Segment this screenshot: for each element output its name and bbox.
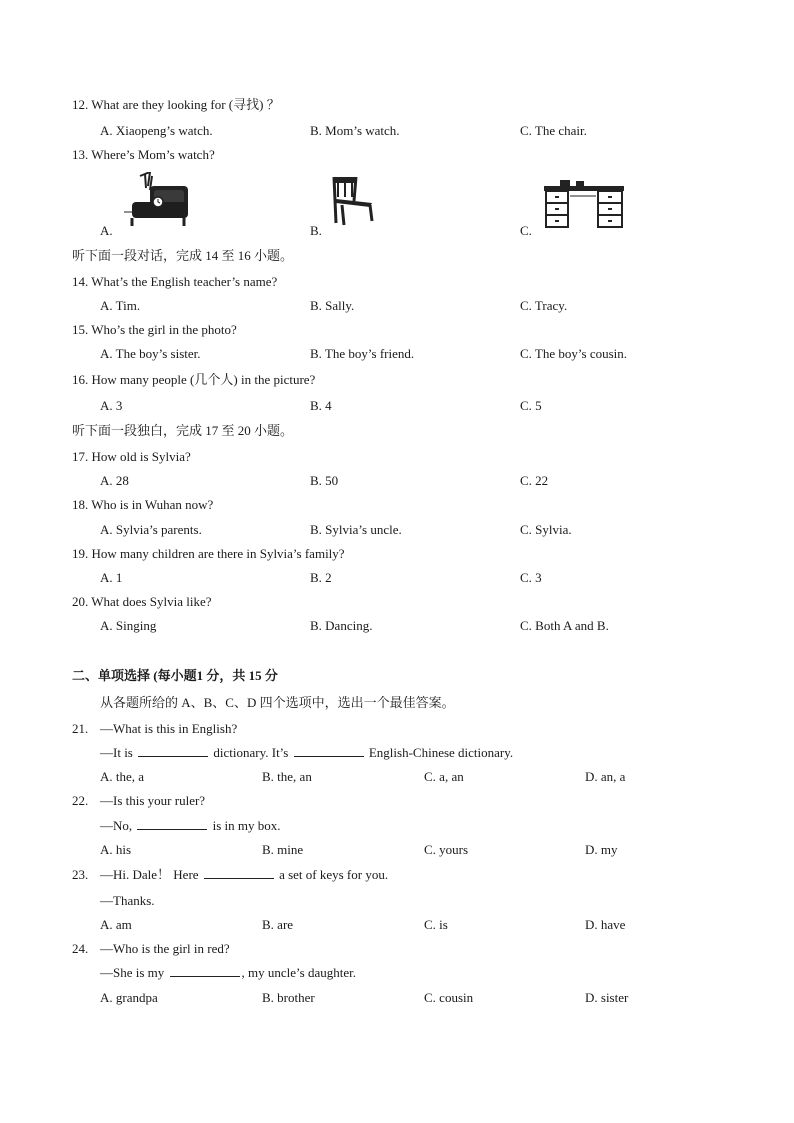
option-18b: B. Sylvia’s uncle.: [310, 522, 402, 537]
option-16c: C. 5: [520, 398, 542, 413]
option-24b: B. brother: [262, 990, 315, 1005]
option-22b: B. mine: [262, 842, 304, 857]
option-17c: C. 22: [520, 473, 549, 488]
question-22-number: 22.: [72, 793, 89, 808]
option-20b: B. Dancing.: [310, 618, 373, 633]
option-14a: A. Tim.: [100, 298, 141, 313]
text: dictionary. It’s: [213, 745, 289, 760]
option-21c: C. a, an: [424, 769, 464, 784]
section-instruction-17-20: 听下面一段独白，完成 17 至 20 小题。: [72, 423, 294, 438]
option-12b: B. Mom’s watch.: [310, 123, 400, 138]
answer-blank: [294, 745, 364, 757]
text: —She is my: [100, 965, 165, 980]
option-21d: D. an, a: [585, 769, 626, 784]
option-14c: C. Tracy.: [520, 298, 568, 313]
option-21b: B. the, an: [262, 769, 312, 784]
option-15c: C. The boy’s cousin.: [520, 346, 628, 361]
option-24a: A. grandpa: [100, 990, 158, 1005]
text: —It is: [100, 745, 133, 760]
question-13: 13. Where’s Mom’s watch?: [72, 147, 215, 162]
text: a set of keys for you.: [279, 867, 389, 882]
option-15b: B. The boy’s friend.: [310, 346, 415, 361]
question-17: 17. How old is Sylvia?: [72, 449, 191, 464]
option-23a: A. am: [100, 917, 132, 932]
question-23-line-1: [100, 867, 388, 883]
option-14b: B. Sally.: [310, 298, 355, 313]
question-16: 16. How many people (几个人) in the picture?: [72, 372, 316, 387]
question-18: 18. Who is in Wuhan now?: [72, 497, 214, 512]
option-17a: A. 28: [100, 473, 129, 488]
answer-blank: [138, 745, 208, 757]
question-23-line-2: —Thanks.: [100, 893, 155, 908]
question-20: 20. What does Sylvia like?: [72, 594, 212, 609]
option-22a: A. his: [100, 842, 132, 857]
question-14: 14. What’s the English teacher’s name?: [72, 274, 278, 289]
question-19: 19. How many children are there in Sylvia’s family?: [72, 546, 345, 561]
option-19b: B. 2: [310, 570, 332, 585]
option-17b: B. 50: [310, 473, 339, 488]
question-24-line-2: [100, 965, 356, 981]
option-24c: C. cousin: [424, 990, 474, 1005]
question-15: 15. Who’s the girl in the photo?: [72, 322, 237, 337]
option-21a: A. the, a: [100, 769, 145, 784]
option-12a: A. Xiaopeng’s watch.: [100, 123, 213, 138]
option-18a: A. Sylvia’s parents.: [100, 522, 202, 537]
text: —Hi. Dale！ Here: [100, 867, 199, 882]
question-12: 12. What are they looking for (寻找) ？: [72, 97, 280, 112]
desk-picture: [542, 178, 626, 230]
option-23b: B. are: [262, 917, 294, 932]
text: —No,: [100, 818, 133, 833]
option-24d: D. sister: [585, 990, 629, 1005]
option-23d: D. have: [585, 917, 626, 932]
option-20a: A. Singing: [100, 618, 157, 633]
chair-picture: [328, 175, 380, 227]
part-2-title: 二、单项选择 (每小题1 分，共 15 分: [72, 668, 278, 683]
option-16b: B. 4: [310, 398, 332, 413]
question-24-line-1: —Who is the girl in red?: [100, 941, 230, 956]
option-13a: A.: [100, 223, 113, 238]
part-2-instruction: 从各题所给的 A、B、C、D 四个选项中，选出一个最佳答案。: [100, 695, 455, 710]
question-22-line-2: [100, 818, 281, 834]
answer-blank: [204, 867, 274, 879]
answer-blank: [137, 818, 207, 830]
option-22d: D. my: [585, 842, 618, 857]
question-21-line-1: —What is this in English?: [100, 721, 238, 736]
question-22-line-1: —Is this your ruler?: [100, 793, 206, 808]
question-21-number: 21.: [72, 721, 89, 736]
section-instruction-14-16: 听下面一段对话，完成 14 至 16 小题。: [72, 248, 294, 263]
text: English-Chinese dictionary.: [368, 745, 514, 760]
option-22c: C. yours: [424, 842, 469, 857]
option-19c: C. 3: [520, 570, 542, 585]
option-16a: A. 3: [100, 398, 123, 413]
option-23c: C. is: [424, 917, 448, 932]
question-21-line-2: [100, 745, 513, 761]
text: , my uncle’s daughter.: [241, 965, 356, 980]
question-24-number: 24.: [72, 941, 89, 956]
option-15a: A. The boy’s sister.: [100, 346, 201, 361]
option-19a: A. 1: [100, 570, 123, 585]
option-18c: C. Sylvia.: [520, 522, 572, 537]
question-23-number: 23.: [72, 867, 89, 882]
option-13b: B.: [310, 223, 322, 238]
answer-blank: [170, 965, 240, 977]
armchair-picture: [118, 172, 196, 228]
text: is in my box.: [212, 818, 281, 833]
option-12c: C. The chair.: [520, 123, 587, 138]
option-20c: C. Both A and B.: [520, 618, 609, 633]
option-13c: C.: [520, 223, 532, 238]
